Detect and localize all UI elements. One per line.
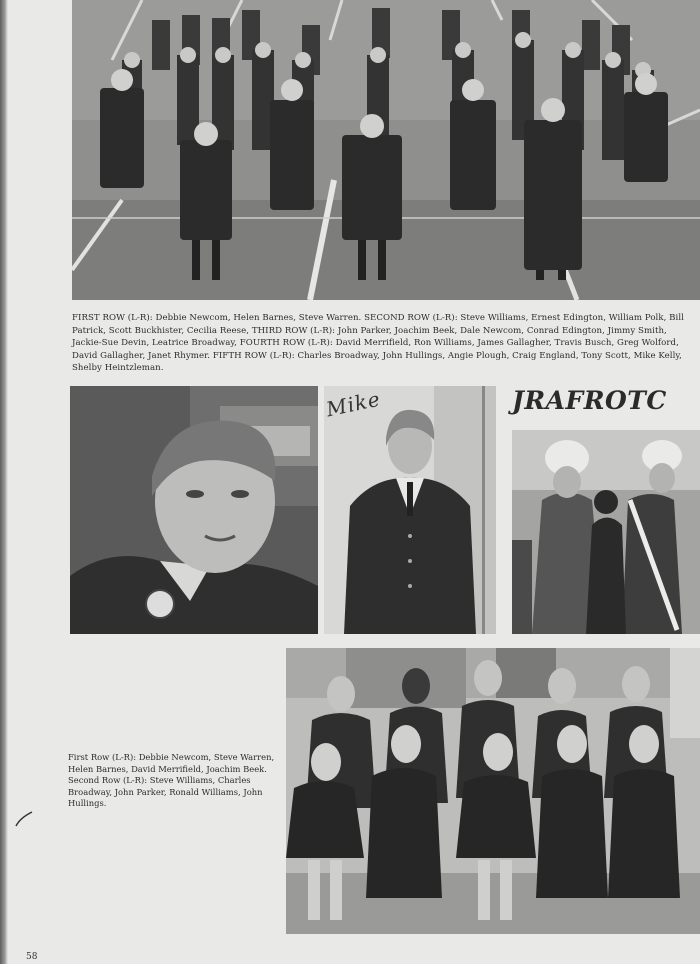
cadet-portrait-photo	[324, 386, 496, 634]
binding-edge	[0, 0, 8, 964]
group-photo	[286, 648, 700, 934]
group-caption: First Row (L-R): Debbie Newcom, Steve Warren, Helen Barnes, David Merrifield, Joachim Beek. Second Row (L-R): Steve Williams, Charles Broadway, John Parker, Ronald Williams, John Hullings.	[68, 752, 275, 809]
color-guard-photo	[512, 430, 700, 634]
handwritten-signature: Mike	[324, 386, 383, 422]
formation-caption: FIRST ROW (L-R): Debbie Newcom, Helen Barnes, Steve Warren. SECOND ROW (L-R): Steve Williams, Ernest Edington, William Polk, Bill Patrick, Scott Buckhister, Cecilia Reese, THIRD ROW (L-R): John Parker, Joachim Beek, Dale Newcom, Conrad Edington, Jimmy Smith, Jackie-Sue Devin, Leatrice Broadway, FOURTH ROW (L-R): David Merrifield, Ron Williams, James Gallagher, Travis Busch, Greg Wolford, David Gallagher, Janet Rhymer. FIFTH ROW (L-R): Charles Broadway, John Hullings, Angie Plough, Craig England, Tony Scott, Mike Kelly, Shelby Heintzleman.	[72, 313, 684, 374]
page-number: 58	[26, 952, 38, 962]
page-title: JRAFROTC	[512, 386, 667, 415]
cadet-closeup-photo	[70, 386, 318, 634]
formation-photo	[72, 0, 700, 300]
pen-mark	[14, 808, 36, 830]
